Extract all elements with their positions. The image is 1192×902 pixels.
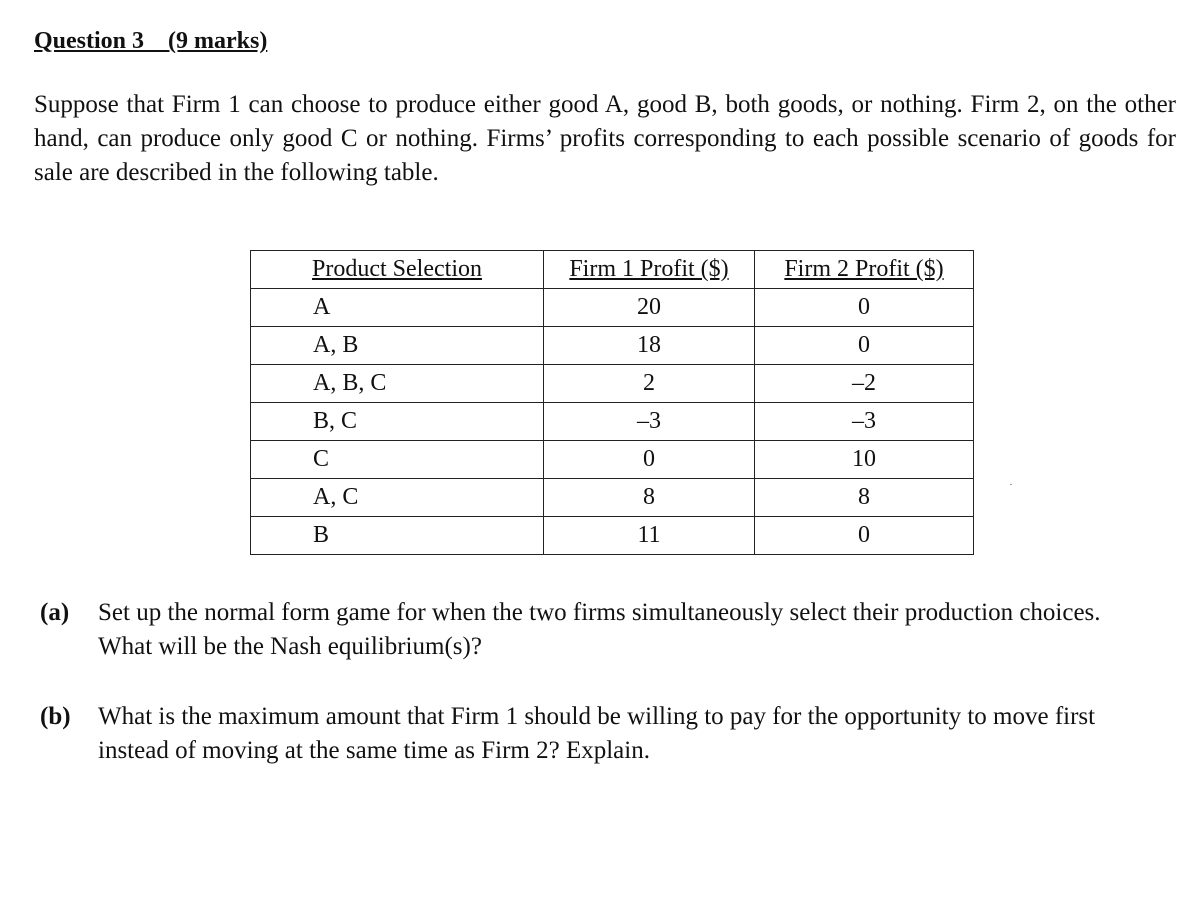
part-a	[40, 596, 1150, 664]
firm1-profit-cell: 20	[544, 289, 755, 327]
product-selection-cell: B, C	[251, 403, 544, 441]
firm2-profit-cell: –2	[755, 365, 974, 403]
firm2-profit-cell: 0	[755, 517, 974, 555]
part-b-label: (b)	[40, 703, 71, 730]
product-selection-cell: A, B	[251, 327, 544, 365]
question-intro: Suppose that Firm 1 can choose to produce either good A, good B, both goods, or nothing. Firm 2, on the other hand, can produce only good C or nothing. Firms’ profits corresponding to each possible scenario of goods for sale are described in the following table.	[34, 91, 1176, 186]
header-firm1-profit: Firm 1 Profit ($)	[544, 251, 755, 289]
header-product-selection: Product Selection	[251, 251, 544, 289]
part-a-label: (a)	[40, 599, 70, 626]
firm2-profit-cell: 0	[755, 289, 974, 327]
firm1-profit-cell: 11	[544, 517, 755, 555]
firm2-profit-cell: –3	[755, 403, 974, 441]
table-row	[251, 403, 974, 441]
firm2-profit-cell: 10	[755, 441, 974, 479]
scan-speck	[1010, 484, 1012, 485]
product-selection-cell: C	[251, 441, 544, 479]
question-number: Question 3	[34, 28, 145, 54]
product-selection-cell: B	[251, 517, 544, 555]
table-row	[251, 479, 974, 517]
firm1-profit-cell: 0	[544, 441, 755, 479]
product-selection-cell: A	[251, 289, 544, 327]
product-selection-cell: A, C	[251, 479, 544, 517]
table-row	[251, 441, 974, 479]
firm2-profit-cell: 0	[755, 327, 974, 365]
table-row	[251, 517, 974, 555]
firm1-profit-cell: 2	[544, 365, 755, 403]
question-marks: (9 marks)	[168, 28, 268, 54]
firm2-profit-cell: 8	[755, 479, 974, 517]
profit-table	[250, 250, 974, 555]
part-b	[40, 700, 1150, 768]
table-row	[251, 327, 974, 365]
firm1-profit-cell: 8	[544, 479, 755, 517]
table-row	[251, 365, 974, 403]
header-firm2-profit: Firm 2 Profit ($)	[755, 251, 974, 289]
product-selection-cell: A, B, C	[251, 365, 544, 403]
part-b-text: What is the maximum amount that Firm 1 should be willing to pay for the opportunity to move first instead of moving at the same time as Firm 2? Explain.	[98, 703, 1096, 764]
table-row	[251, 289, 974, 327]
table-header-row	[251, 251, 974, 289]
firm1-profit-cell: 18	[544, 327, 755, 365]
question-heading	[34, 28, 267, 55]
firm1-profit-cell: –3	[544, 403, 755, 441]
part-a-text: Set up the normal form game for when the two firms simultaneously select their production choices. What will be the Nash equilibrium(s)?	[98, 599, 1101, 660]
